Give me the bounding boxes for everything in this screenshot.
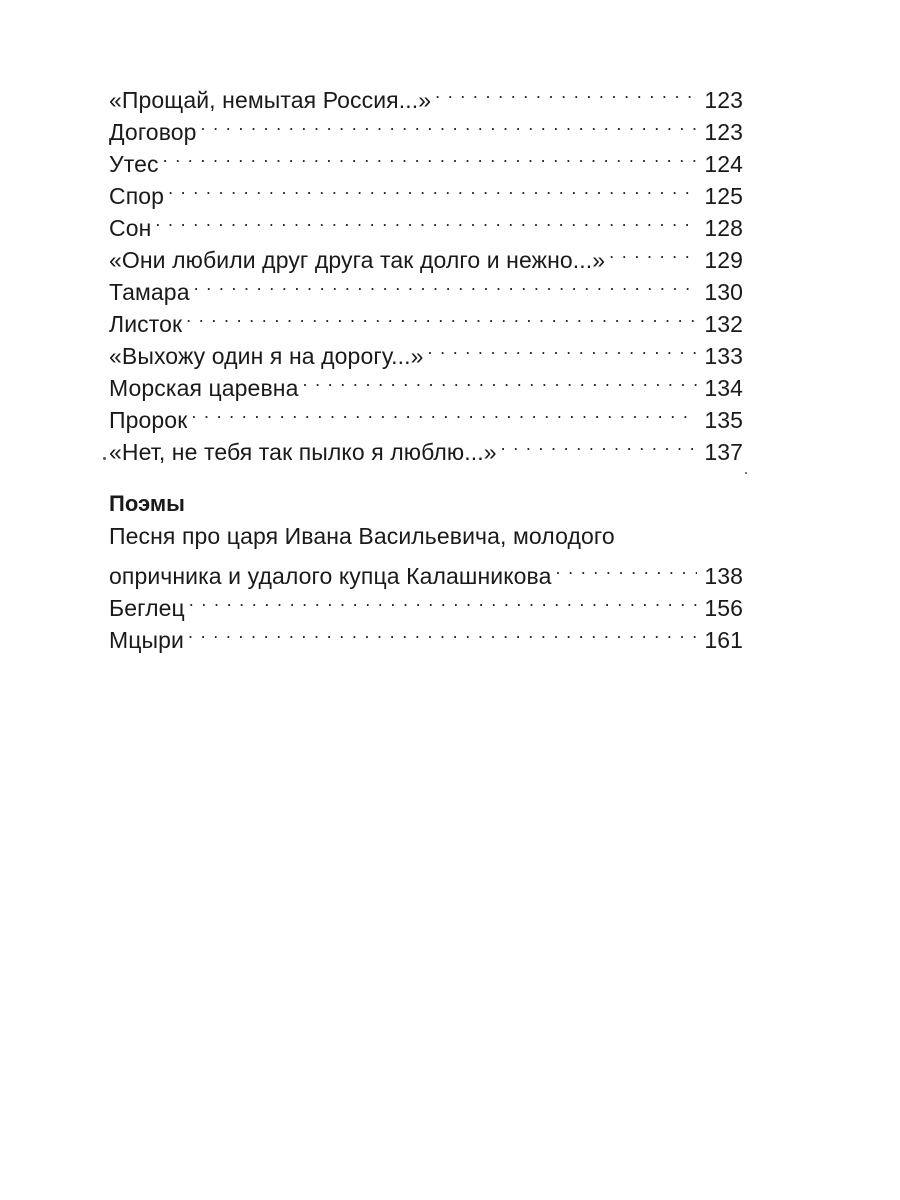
toc-entry-page: 128 bbox=[704, 215, 743, 241]
toc-entry-title: «Нет, не тебя так пылко я люблю...» bbox=[109, 439, 497, 465]
dot-leader bbox=[302, 364, 697, 396]
table-of-contents bbox=[109, 76, 743, 653]
dot-leader bbox=[194, 268, 697, 300]
toc-entry bbox=[109, 428, 743, 465]
dot-leader bbox=[188, 616, 697, 648]
toc-entry bbox=[109, 268, 743, 305]
toc-entry-page: 133 bbox=[704, 343, 743, 369]
print-speck bbox=[103, 457, 106, 460]
toc-entry bbox=[109, 204, 743, 241]
toc-entry-title: Договор bbox=[109, 119, 197, 145]
toc-entry-title: Утес bbox=[109, 151, 159, 177]
toc-entry bbox=[109, 236, 743, 273]
toc-entry-title: Морская царевна bbox=[109, 375, 299, 401]
toc-entry-last-line bbox=[109, 552, 743, 589]
toc-entry-title: Тамара bbox=[109, 279, 190, 305]
toc-entry-page: 123 bbox=[704, 87, 743, 113]
toc-entry-page: 138 bbox=[704, 563, 743, 589]
toc-entry-page: 161 bbox=[704, 627, 743, 653]
dot-leader bbox=[191, 396, 697, 428]
toc-entry-page: 123 bbox=[704, 119, 743, 145]
toc-entry-title: Пророк bbox=[109, 407, 188, 433]
toc-entry bbox=[109, 584, 743, 621]
dot-leader bbox=[435, 76, 697, 108]
toc-entry bbox=[109, 616, 743, 653]
toc-entry bbox=[109, 332, 743, 369]
toc-entry-page: 156 bbox=[704, 595, 743, 621]
toc-entry-title: «Они любили друг друга так долго и нежно...» bbox=[109, 247, 606, 273]
toc-entry-page: 130 bbox=[704, 279, 743, 305]
toc-entry bbox=[109, 140, 743, 177]
toc-entry-title: Беглец bbox=[109, 595, 185, 621]
toc-entry bbox=[109, 520, 743, 589]
toc-entry-title-line1: Песня про царя Ивана Васильевича, молодого bbox=[109, 523, 615, 549]
section-heading: Поэмы bbox=[109, 491, 185, 516]
dot-leader bbox=[189, 584, 697, 616]
toc-entry bbox=[109, 396, 743, 433]
toc-entry-title: Мцыри bbox=[109, 627, 185, 653]
dot-leader bbox=[186, 300, 697, 332]
toc-entry bbox=[109, 108, 743, 145]
print-speck bbox=[745, 472, 747, 474]
dot-leader bbox=[155, 204, 697, 236]
toc-entry-page: 124 bbox=[704, 151, 743, 177]
toc-entry-title-line2: опричника и удалого купца Калашникова bbox=[109, 563, 552, 589]
dot-leader bbox=[501, 428, 697, 460]
toc-entry-page: 137 bbox=[704, 439, 743, 465]
toc-entry-title: «Выхожу один я на дорогу...» bbox=[109, 343, 424, 369]
toc-poems-list bbox=[109, 76, 743, 465]
toc-entry-page: 135 bbox=[704, 407, 743, 433]
toc-entry bbox=[109, 300, 743, 337]
toc-entry-title: «Прощай, немытая Россия...» bbox=[109, 87, 432, 113]
toc-entry-title: Спор bbox=[109, 183, 165, 209]
toc-entry-page: 132 bbox=[704, 311, 743, 337]
toc-entry bbox=[109, 76, 743, 113]
dot-leader bbox=[168, 172, 697, 204]
dot-leader bbox=[201, 108, 697, 140]
toc-entry bbox=[109, 172, 743, 209]
dot-leader bbox=[556, 552, 698, 584]
toc-long-poems-list bbox=[109, 520, 743, 653]
toc-entry-page: 134 bbox=[704, 375, 743, 401]
dot-leader bbox=[609, 236, 697, 268]
toc-entry-title: Сон bbox=[109, 215, 152, 241]
toc-entry-page: 125 bbox=[704, 183, 743, 209]
dot-leader bbox=[163, 140, 697, 172]
toc-entry-page: 129 bbox=[704, 247, 743, 273]
dot-leader bbox=[428, 332, 698, 364]
toc-entry-title: Листок bbox=[109, 311, 183, 337]
